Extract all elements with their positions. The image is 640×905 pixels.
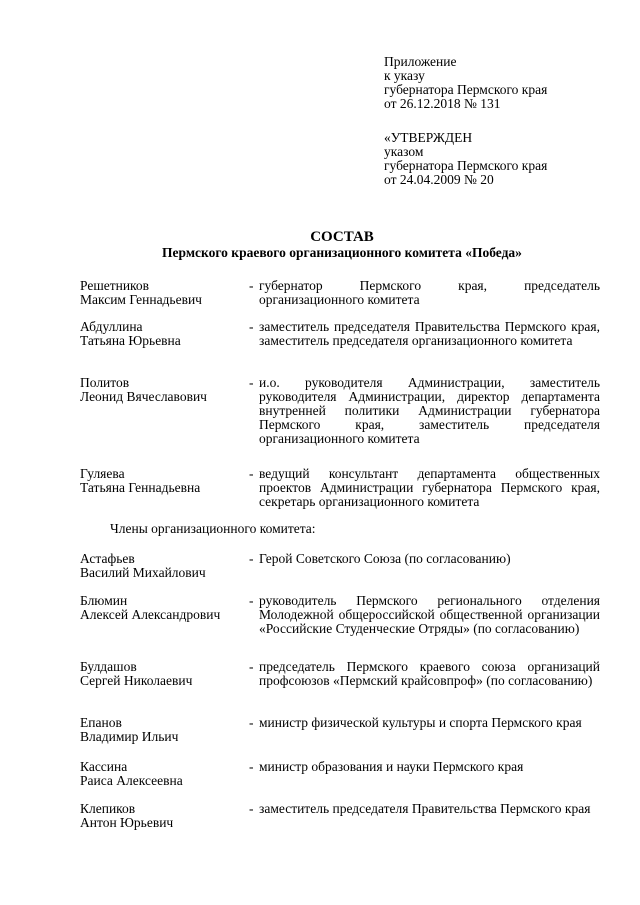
dash-separator: - [249,375,254,390]
person-name [80,376,248,404]
appendix-line: к указу [384,68,425,83]
position-text: министр физической культуры и спорта Пермского края [259,715,582,730]
approval-line: губернатора Пермского края [384,158,548,173]
surname: Астафьев [80,551,135,566]
surname: Кассина [80,759,128,774]
given-names: Алексей Александрович [80,606,221,622]
position-text: заместитель председателя Правительства Пермского края, заместитель председателя организационного комитета [259,319,600,348]
given-names: Татьяна Геннадьевна [80,479,201,495]
appendix-line: от 26.12.2018 № 131 [384,96,501,111]
appendix-line: губернатора Пермского края [384,82,548,97]
surname: Блюмин [80,593,128,608]
given-names: Василий Михайлович [80,564,206,580]
person-name [80,279,248,307]
approval-line: «УТВЕРЖДЕН [384,130,473,145]
given-names: Раиса Алексеевна [80,772,183,788]
position-text: ведущий консультант департамента общественных проектов Администрации губернатора Пермского края, секретарь организационного комитета [259,466,600,509]
given-names: Сергей Николаевич [80,672,193,688]
position-text: руководитель Пермского регионального отделения Молодежной общероссийской общественной организации «Российские Студенческие Отряды» (по согласованию) [259,593,600,636]
appendix-block [384,55,547,111]
given-names: Антон Юрьевич [80,814,174,830]
position-text: губернатор Пермского края, председатель организационного комитета [259,278,600,307]
dash-separator: - [249,659,254,674]
surname: Булдашов [80,659,137,674]
position-text: министр образования и науки Пермского края [259,759,524,774]
person-name [80,716,248,744]
surname: Абдуллина [80,319,143,334]
position-text: председатель Пермского краевого союза организаций профсоюзов «Пермский крайсовпроф» (по согласованию) [259,659,600,688]
surname: Епанов [80,715,122,730]
person-name [80,320,248,348]
approval-block [384,131,547,187]
person-name [80,594,248,622]
person-name [80,760,248,788]
position-text: заместитель председателя Правительства Пермского края [259,801,591,816]
dash-separator: - [249,801,254,816]
given-names: Леонид Вячеславович [80,388,207,404]
surname: Решетников [80,278,150,293]
dash-separator: - [249,715,254,730]
surname: Клепиков [80,801,136,816]
position-text: Герой Советского Союза (по согласованию) [259,551,511,566]
person-name [80,467,248,495]
members-heading: Члены организационного комитета: [110,521,316,536]
given-names: Максим Геннадьевич [80,291,202,307]
person-name [80,552,248,580]
given-names: Татьяна Юрьевна [80,332,181,348]
dash-separator: - [249,466,254,481]
person-name [80,660,248,688]
document-subtitle: Пермского краевого организационного комитета «Победа» [162,245,522,260]
dash-separator: - [249,278,254,293]
appendix-line: Приложение [384,54,457,69]
surname: Гуляева [80,466,125,481]
dash-separator: - [249,593,254,608]
document-title: СОСТАВ [310,229,374,245]
approval-line: от 24.04.2009 № 20 [384,172,494,187]
dash-separator: - [249,551,254,566]
dash-separator: - [249,319,254,334]
surname: Политов [80,375,130,390]
given-names: Владимир Ильич [80,728,179,744]
dash-separator: - [249,759,254,774]
person-name [80,802,248,830]
approval-line: указом [384,144,424,159]
position-text: и.о. руководителя Администрации, заместитель руководителя Администрации, директор департамента внутренней политики Администрации губернатора Пермского края, заместитель председателя организационного комитета [259,375,600,446]
